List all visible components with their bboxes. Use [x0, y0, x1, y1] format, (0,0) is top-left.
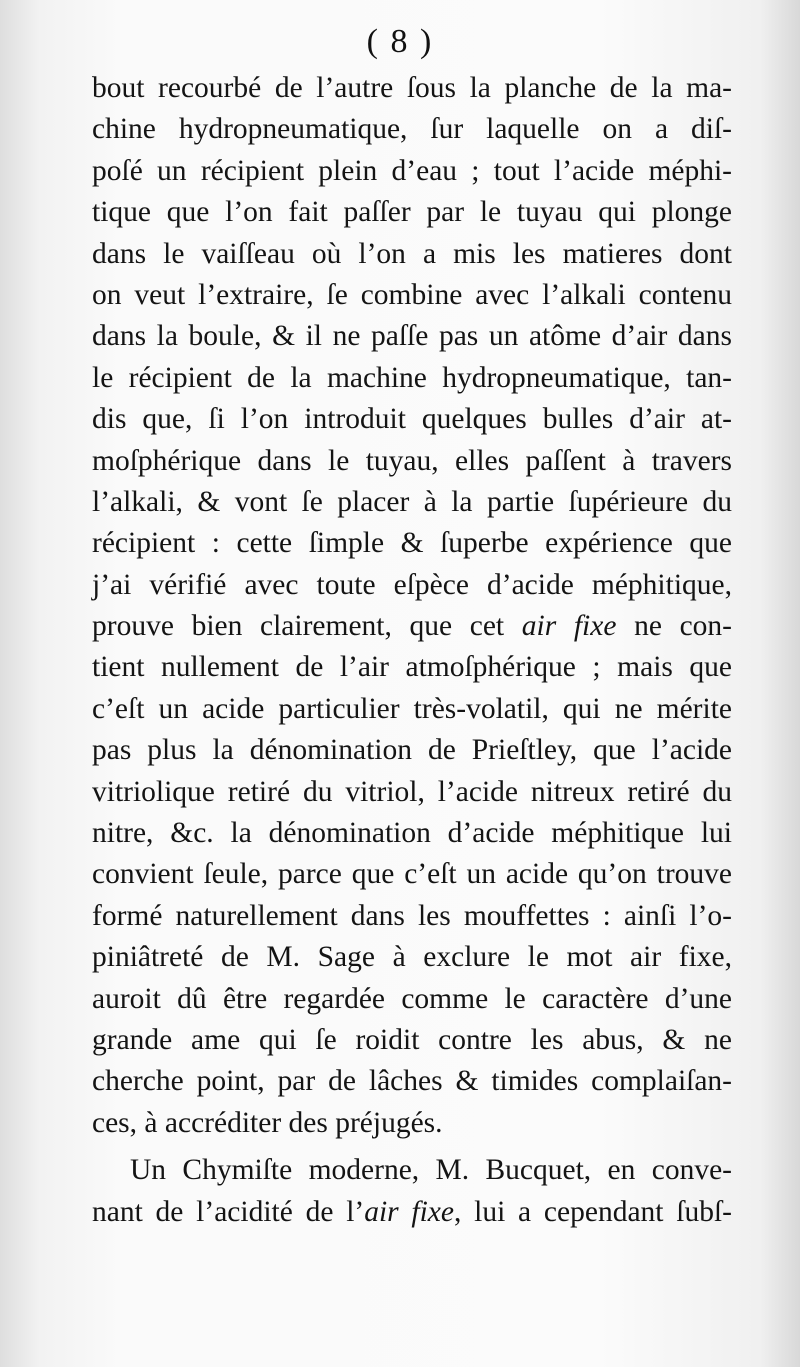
- text-segment: ne con-: [616, 610, 732, 643]
- text-line: auroit dû être regardée comme le caractère d’une: [92, 982, 732, 1015]
- text-line: bout recourbé de l’autre ſous la planche de la ma-: [92, 72, 732, 104]
- text-segment: , lui a cependant ſubſ-: [454, 1195, 732, 1228]
- text-segment: nant de l’acidité de l’: [92, 1195, 365, 1228]
- text-line: vitriolique retiré du vitriol, l’acide nitreux retiré du: [92, 775, 732, 808]
- text-line: c’eſt un acide particulier très-volatil, qui ne mérite: [92, 692, 732, 725]
- text-line: le récipient de la machine hydropneumatique, tan-: [92, 361, 732, 394]
- text-line-with-italic: [92, 1192, 732, 1233]
- text-line: dis que, ſi l’on introduit quelques bulles d’air at-: [92, 403, 732, 436]
- text-line: piniâtreté de M. Sage à exclure le mot air fixe,: [92, 941, 732, 974]
- paragraph-1: [92, 68, 732, 1144]
- text-line: ces, à accréditer des préjugés.: [92, 1106, 443, 1139]
- text-line: poſé un récipient plein d’eau ; tout l’acide méphi-: [92, 154, 732, 187]
- text-line: grande ame qui ſe roidit contre les abus, & ne: [92, 1023, 732, 1056]
- text-line: récipient : cette ſimple & ſuperbe expérience que: [92, 527, 732, 560]
- text-line: l’alkali, & vont ſe placer à la partie ſupérieure du: [92, 485, 732, 518]
- italic-term: air fixe: [521, 610, 617, 643]
- text-line: chine hydropneumatique, ſur laquelle on a diſ-: [92, 113, 732, 146]
- text-line: dans le vaiſſeau où l’on a mis les matieres dont: [92, 237, 732, 270]
- italic-term: air fixe: [364, 1195, 454, 1228]
- text-line: dans la boule, & il ne paſſe pas un atôme d’air dans: [92, 320, 732, 353]
- text-line: nitre, &c. la dénomination d’acide méphitique lui: [92, 817, 732, 850]
- text-line: Un Chymiſte moderne, M. Bucquet, en conve-: [130, 1154, 732, 1187]
- text-line: tique que l’on fait paſſer par le tuyau qui plonge: [92, 196, 732, 229]
- text-line: convient ſeule, parce que c’eſt un acide qu’on trouve: [92, 858, 732, 891]
- text-line: j’ai vérifié avec toute eſpèce d’acide méphitique,: [92, 568, 732, 601]
- text-line: pas plus la dénomination de Prieſtley, que l’acide: [92, 734, 732, 767]
- text-segment: prouve bien clairement, que cet: [92, 610, 522, 643]
- text-line: tient nullement de l’air atmoſphérique ; mais que: [92, 651, 732, 684]
- text-line: formé naturellement dans les mouffettes : ainſi l’o-: [92, 899, 732, 932]
- text-line: cherche point, par de lâches & timides complaiſan-: [92, 1065, 732, 1098]
- text-line-with-italic: [92, 606, 732, 647]
- paragraph-2: [92, 1150, 732, 1233]
- body-text: [92, 68, 732, 1233]
- page-number: ( 8 ): [366, 23, 434, 60]
- text-line: moſphérique dans le tuyau, elles paſſent à travers: [92, 444, 732, 477]
- text-line: on veut l’extraire, ſe combine avec l’alkali contenu: [92, 278, 732, 311]
